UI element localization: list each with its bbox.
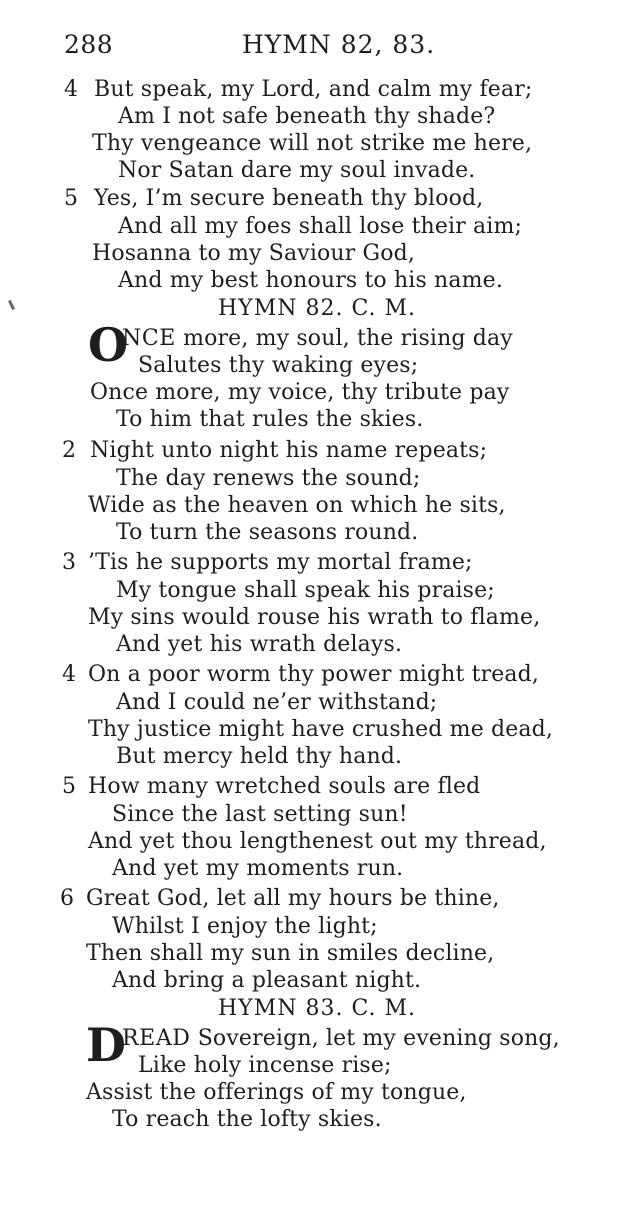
verse-line: And yet thou lengthenest out my thread, [88, 829, 547, 854]
verse-line: Hosanna to my Saviour God, [92, 241, 416, 266]
verse-line: Once more, my voice, thy tribute pay [90, 380, 510, 405]
first-word-rest: READ [122, 1026, 191, 1051]
first-line-rest: Sovereign, let my evening song, [190, 1026, 560, 1051]
verse-line: Thy vengeance will not strike me here, [92, 131, 533, 156]
stanza-number: 4 [64, 77, 79, 102]
first-line-rest: more, my soul, the rising day [175, 326, 513, 351]
hymn-83-title: HYMN 83. C. M. [218, 996, 417, 1021]
stanza-number: 6 [60, 886, 75, 911]
verse-line: My sins would rouse his wrath to flame, [88, 605, 541, 630]
verse-line: Whilst I enjoy the light; [112, 914, 378, 939]
hymn-82-first-line [122, 326, 513, 352]
verse-line: The day renews the sound; [116, 466, 421, 491]
verse-line: And bring a pleasant night. [112, 968, 422, 993]
stanza-number: 4 [62, 662, 77, 687]
verse-line: On a poor worm thy power might tread, [88, 662, 540, 687]
verse-line: My tongue shall speak his praise; [116, 578, 495, 603]
hymn-82-title: HYMN 82. C. M. [218, 296, 417, 321]
verse-line: But mercy held thy hand. [116, 744, 403, 769]
verse-line: How many wretched souls are fled [88, 774, 481, 799]
stanza-number: 3 [62, 550, 77, 575]
hymn-83-first-line [122, 1026, 560, 1052]
verse-line: Since the last setting sun! [112, 802, 408, 827]
verse-line: Wide as the heaven on which he sits, [88, 493, 506, 518]
page-number: 288 [64, 30, 114, 59]
stanza-number: 5 [62, 774, 77, 799]
verse-line: And all my foes shall lose their aim; [118, 214, 523, 239]
verse-line: And yet his wrath delays. [116, 632, 403, 657]
verse-line: Salutes thy waking eyes; [138, 353, 419, 378]
verse-line: To him that rules the skies. [116, 407, 424, 432]
verse-line: And my best honours to his name. [118, 268, 503, 293]
hymn-82-dropcap: O [88, 318, 129, 372]
verse-line: ’Tis he supports my mortal frame; [88, 550, 473, 575]
verse-line: Am I not safe beneath thy shade? [118, 104, 496, 129]
verse-line: But speak, my Lord, and calm my fear; [94, 77, 533, 102]
stanza-number: 2 [62, 438, 77, 463]
verse-line: Night unto night his name repeats; [90, 438, 488, 463]
verse-line: And yet my moments run. [112, 856, 404, 881]
hymn-83-dropcap: D [86, 1018, 126, 1072]
verse-line: Great God, let all my hours be thine, [86, 886, 500, 911]
verse-line: Thy justice might have crushed me dead, [88, 717, 554, 742]
verse-line: To turn the seasons round. [116, 520, 419, 545]
page-header [64, 30, 604, 64]
verse-line: And I could ne’er withstand; [116, 690, 438, 715]
verse-line: Then shall my sun in smiles decline, [86, 941, 495, 966]
verse-line: Nor Satan dare my soul invade. [118, 158, 476, 183]
print-speck [8, 300, 15, 310]
first-word-rest: NCE [122, 326, 176, 351]
verse-line: To reach the lofty skies. [112, 1107, 382, 1132]
running-title: HYMN 82, 83. [242, 30, 436, 59]
verse-line: Like holy incense rise; [138, 1053, 392, 1078]
stanza-number: 5 [64, 186, 79, 211]
verse-line: Assist the offerings of my tongue, [86, 1080, 467, 1105]
verse-line: Yes, I’m secure beneath thy blood, [94, 186, 484, 211]
